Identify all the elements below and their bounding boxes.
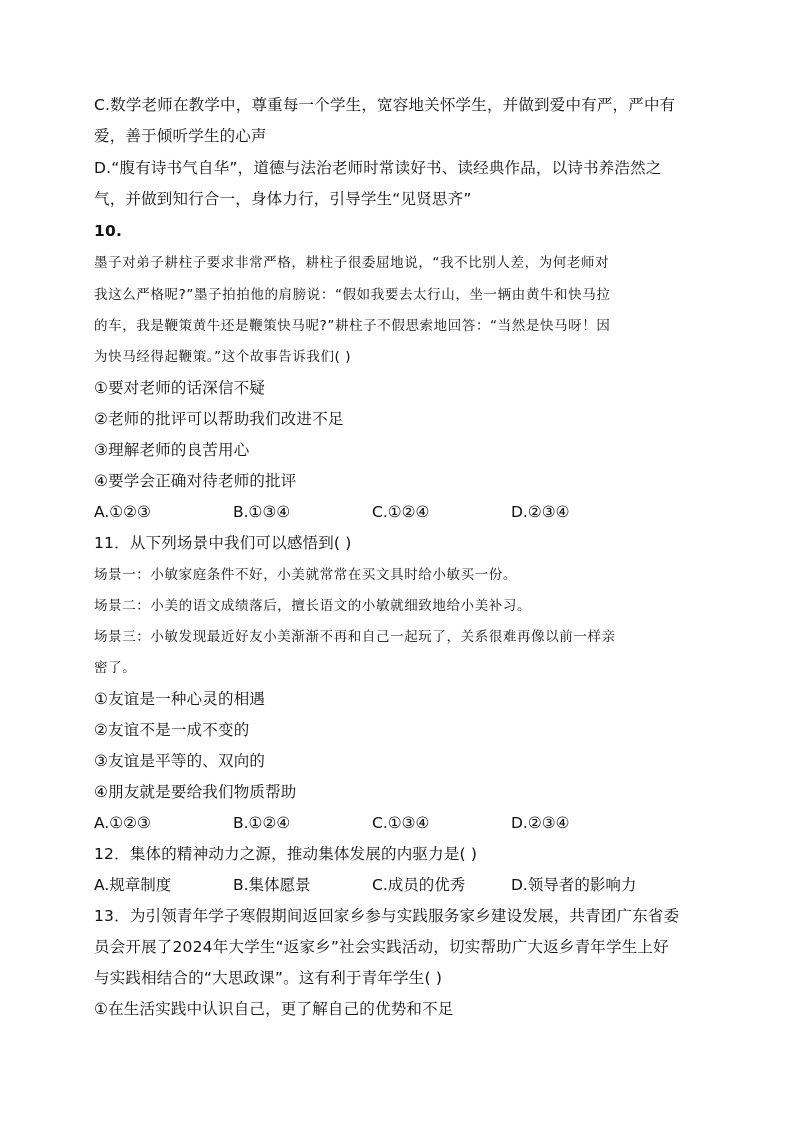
q10-statement-4: ④要学会正确对待老师的批评: [94, 472, 297, 490]
q12-stem: 12．集体的精神动力之源，推动集体发展的内驱力是( ): [94, 845, 478, 863]
q10-option-c: C.①②④: [372, 503, 430, 521]
q10-statement-3: ③理解老师的良苦用心: [94, 441, 250, 459]
q10-stem-line1: 墨子对弟子耕柱子要求非常严格，耕柱子很委屈地说，“我不比别人差，为何老师对: [94, 255, 610, 271]
q11-statement-4: ④朋友就是要给我们物质帮助: [94, 783, 297, 801]
q11-option-c: C.①③④: [372, 814, 430, 832]
q9-option-d-line1: D.“腹有诗书气自华”，道德与法治老师时常读好书、读经典作品，以诗书养浩然之: [94, 159, 662, 177]
q9-option-c-line2: 爱，善于倾听学生的心声: [94, 127, 267, 145]
q12-option-a: A.规章制度: [94, 876, 172, 894]
q11-scene-3-line2: 密了。: [94, 660, 137, 676]
q13-stem-line1: 13．为引领青年学子寒假期间返回家乡参与实践服务家乡建设发展，共青团广东省委: [94, 907, 680, 925]
q11-option-b: B.①②④: [233, 814, 291, 832]
q9-option-d-line2: 气，并做到知行合一，身体力行，引导学生“见贤思齐”: [94, 190, 472, 208]
q9-option-c-line1: C.数学老师在教学中，尊重每一个学生，宽容地关怀学生，并做到爱中有严，严中有: [94, 96, 676, 114]
q11-statement-1: ①友谊是一种心灵的相遇: [94, 690, 266, 708]
q11-statement-2: ②友谊不是一成不变的: [94, 721, 250, 739]
q13-statement-1: ①在生活实践中认识自己，更了解自己的优势和不足: [94, 1000, 454, 1018]
q13-stem-line3: 与实践相结合的“大思政课”。这有利于青年学生( ): [94, 969, 443, 987]
q11-stem: 11．从下列场景中我们可以感悟到( ): [94, 534, 352, 552]
q10-statement-1: ①要对老师的话深信不疑: [94, 379, 266, 397]
q10-stem-line4: 为快马经得起鞭策。”这个故事告诉我们( ): [94, 349, 352, 365]
q10-option-d: D.②③④: [511, 503, 570, 521]
q12-option-c: C.成员的优秀: [372, 876, 466, 894]
q12-option-b: B.集体愿景: [233, 876, 311, 894]
q10-stem-line2: 我这么严格呢?”墨子拍拍他的肩膀说：“假如我要去太行山，坐一辆由黄牛和快马拉: [94, 287, 611, 303]
q11-option-a: A.①②③: [94, 814, 151, 832]
q12-option-d: D.领导者的影响力: [511, 876, 637, 894]
q10-statement-2: ②老师的批评可以帮助我们改进不足: [94, 410, 344, 428]
q10-number: 10.: [94, 222, 123, 240]
q10-option-a: A.①②③: [94, 503, 151, 521]
q11-option-d: D.②③④: [511, 814, 570, 832]
q11-statement-3: ③友谊是平等的、双向的: [94, 752, 266, 770]
q10-stem-line3: 的车，我是鞭策黄牛还是鞭策快马呢?”耕柱子不假思索地回答：“当然是快马呀！因: [94, 318, 611, 334]
q11-scene-2: 场景二：小美的语文成绩落后，擅长语文的小敏就细致地给小美补习。: [94, 598, 532, 614]
q13-stem-line2: 员会开展了2024年大学生“返家乡”社会实践活动，切实帮助广大返乡青年学生上好: [94, 938, 669, 956]
q11-scene-3-line1: 场景三：小敏发现最近好友小美渐渐不再和自己一起玩了，关系很难再像以前一样亲: [94, 629, 616, 645]
q11-scene-1: 场景一：小敏家庭条件不好，小美就常常在买文具时给小敏买一份。: [94, 567, 517, 583]
q10-option-b: B.①③④: [233, 503, 291, 521]
